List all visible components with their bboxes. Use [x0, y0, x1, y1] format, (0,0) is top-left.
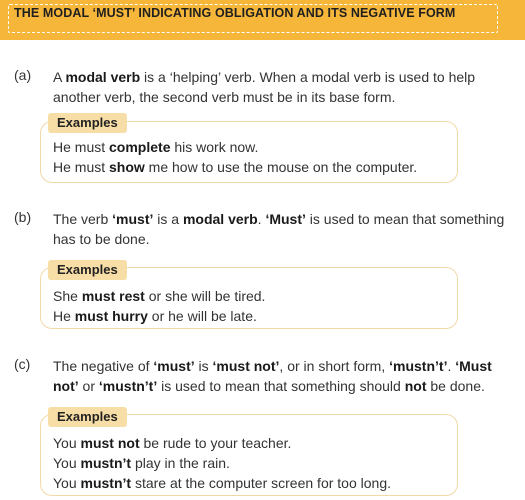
examples-label: Examples — [48, 113, 127, 133]
body-text: You — [53, 475, 81, 491]
header-banner — [0, 0, 525, 40]
body-text: She — [53, 288, 82, 304]
emphasis-text: must rest — [81, 288, 145, 304]
section-label: (c) — [14, 356, 31, 372]
emphasis-text: not — [404, 378, 427, 394]
body-text: is — [194, 358, 213, 374]
body-text: You — [53, 455, 81, 471]
emphasis-text: complete — [109, 139, 171, 155]
section-text — [53, 67, 508, 107]
example-line — [53, 473, 391, 493]
body-text: is used to mean that something has to be done. — [53, 211, 505, 247]
emphasis-text: ‘Must not’ — [53, 358, 492, 394]
example-line — [53, 306, 265, 326]
body-text: You — [53, 435, 81, 451]
emphasis-text: ‘mustn’t’ — [98, 378, 158, 394]
example-line — [53, 433, 391, 453]
body-text: be done. — [426, 378, 485, 394]
emphasis-text: mustn’t — [80, 475, 132, 491]
emphasis-text: must hurry — [74, 308, 148, 324]
emphasis-text: ‘mustn’t’ — [389, 358, 448, 374]
body-text: is a — [153, 211, 183, 227]
body-text: , or in short form, — [279, 358, 390, 374]
body-text: The negative of — [53, 358, 154, 374]
emphasis-text: must not — [80, 435, 140, 451]
examples-label: Examples — [48, 407, 127, 427]
examples-list — [53, 137, 417, 177]
emphasis-text: modal verb — [182, 211, 258, 227]
body-text: his work now. — [170, 139, 259, 155]
body-text: He — [53, 308, 75, 324]
example-line — [53, 453, 391, 473]
section-label: (a) — [14, 67, 32, 83]
emphasis-text: ‘must’ — [153, 358, 195, 374]
body-text: play in the rain. — [131, 455, 230, 471]
body-text: or he will be late. — [147, 308, 257, 324]
body-text: is used to mean that something should — [157, 378, 405, 394]
emphasis-text: mustn’t — [80, 455, 132, 471]
body-text: The verb — [53, 211, 113, 227]
emphasis-text: ‘must’ — [112, 211, 154, 227]
emphasis-text: ‘Must’ — [265, 211, 306, 227]
body-text: . — [257, 211, 266, 227]
example-line — [53, 157, 417, 177]
body-text: He must — [53, 159, 110, 175]
body-text: A — [53, 69, 66, 85]
examples-label: Examples — [48, 260, 127, 280]
body-text: be rude to your teacher. — [139, 435, 292, 451]
examples-list — [53, 433, 391, 493]
section-label: (b) — [14, 209, 32, 225]
examples-list — [53, 286, 265, 326]
body-text: is a ‘helping’ verb. When a modal verb is used to help another verb, the second verb must be in its base form. — [53, 69, 476, 105]
body-text: or she will be tired. — [144, 288, 266, 304]
emphasis-text: modal verb — [65, 69, 141, 85]
emphasis-text: ‘must not’ — [212, 358, 280, 374]
body-text: He must — [53, 139, 110, 155]
page-title: THE MODAL ‘MUST’ INDICATING OBLIGATION AND ITS NEGATIVE FORM — [14, 6, 456, 20]
section-text — [53, 209, 508, 249]
example-line — [53, 137, 417, 157]
example-line — [53, 286, 265, 306]
section-text — [53, 356, 508, 396]
body-text: or — [78, 378, 99, 394]
emphasis-text: show — [109, 159, 145, 175]
body-text: . — [447, 358, 456, 374]
body-text: me how to use the mouse on the computer. — [144, 159, 418, 175]
body-text: stare at the computer screen for too long. — [131, 475, 391, 491]
